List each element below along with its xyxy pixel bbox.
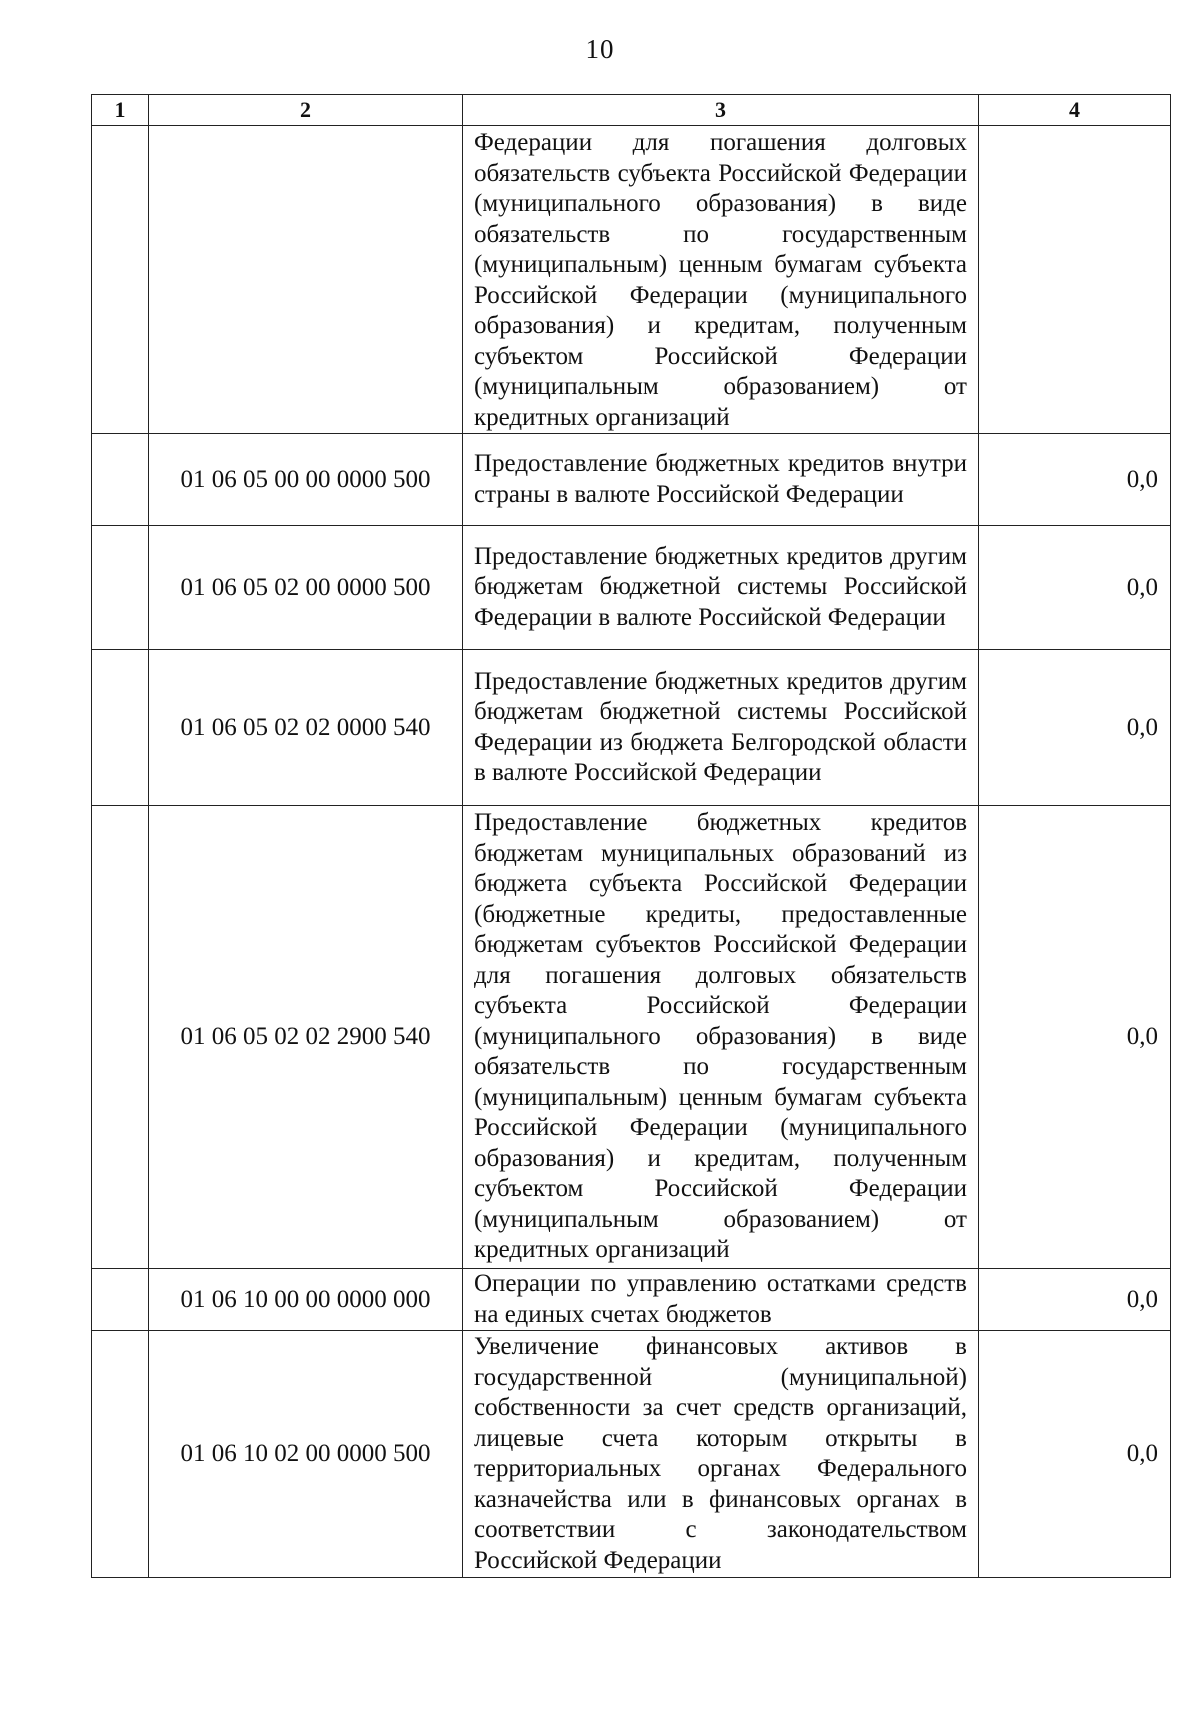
header-col-3: 3 xyxy=(463,95,979,126)
amount-cell: 0,0 xyxy=(979,526,1171,650)
budget-sources-table xyxy=(91,94,1171,1578)
row-number-cell xyxy=(92,526,149,650)
row-number-cell xyxy=(92,1331,149,1578)
source-name-cell: Предоставление бюджетных кредитов бюджетам муниципальных образований из бюджета субъекта Российской Федерации (бюджетные кредиты, предоставленные бюджетам субъектов Российской Федерации для погашения долговых обязательств субъекта Российской Федерации (муниципального образования) в виде обязательств по государственным (муниципальным) ценным бумагам субъекта Российской Федерации (муниципального образования) и кредитам, полученным субъектом Российской Федерации (муниципальным образованием) от кредитных организаций xyxy=(463,806,979,1269)
source-name-cell: Предоставление бюджетных кредитов другим бюджетам бюджетной системы Российской Федерации в валюте Российской Федерации xyxy=(463,526,979,650)
amount-cell: 0,0 xyxy=(979,1331,1171,1578)
budget-code-cell: 01 06 10 02 00 0000 500 xyxy=(149,1331,463,1578)
budget-code-cell: 01 06 05 00 00 0000 500 xyxy=(149,434,463,526)
source-name-cell: Увеличение финансовых активов в государственной (муниципальной) собственности за счет средств организаций, лицевые счета которым открыты в территориальных органах Федерального казначейства или в финансовых органах в соответствии с законодательством Российской Федерации xyxy=(463,1331,979,1578)
row-number-cell xyxy=(92,1269,149,1331)
row-number-cell xyxy=(92,434,149,526)
table-row xyxy=(92,650,1171,806)
budget-code-cell: 01 06 05 02 02 2900 540 xyxy=(149,806,463,1269)
table-row xyxy=(92,126,1171,434)
amount-cell: 0,0 xyxy=(979,1269,1171,1331)
budget-code-cell: 01 06 05 02 00 0000 500 xyxy=(149,526,463,650)
row-number-cell xyxy=(92,650,149,806)
header-col-4: 4 xyxy=(979,95,1171,126)
row-number-cell xyxy=(92,126,149,434)
table-row xyxy=(92,434,1171,526)
table-row xyxy=(92,526,1171,650)
table-header-row xyxy=(92,95,1171,126)
table-row xyxy=(92,1331,1171,1578)
amount-cell: 0,0 xyxy=(979,434,1171,526)
header-col-2: 2 xyxy=(149,95,463,126)
source-name-cell: Предоставление бюджетных кредитов другим бюджетам бюджетной системы Российской Федерации из бюджета Белгородской области в валюте Российской Федерации xyxy=(463,650,979,806)
amount-cell xyxy=(979,126,1171,434)
page-number: 10 xyxy=(585,34,615,64)
header-col-1: 1 xyxy=(92,95,149,126)
amount-cell: 0,0 xyxy=(979,806,1171,1269)
source-name-cell: Федерации для погашения долговых обязательств субъекта Российской Федерации (муниципального образования) в виде обязательств по государственным (муниципальным) ценным бумагам субъекта Российской Федерации (муниципального образования) и кредитам, полученным субъектом Российской Федерации (муниципальным образованием) от кредитных организаций xyxy=(463,126,979,434)
row-number-cell xyxy=(92,806,149,1269)
amount-cell: 0,0 xyxy=(979,650,1171,806)
budget-code-cell xyxy=(149,126,463,434)
table-row xyxy=(92,1269,1171,1331)
source-name-cell: Предоставление бюджетных кредитов внутри страны в валюте Российской Федерации xyxy=(463,434,979,526)
budget-code-cell: 01 06 05 02 02 0000 540 xyxy=(149,650,463,806)
table-row xyxy=(92,806,1171,1269)
budget-code-cell: 01 06 10 00 00 0000 000 xyxy=(149,1269,463,1331)
source-name-cell: Операции по управлению остатками средств на единых счетах бюджетов xyxy=(463,1269,979,1331)
